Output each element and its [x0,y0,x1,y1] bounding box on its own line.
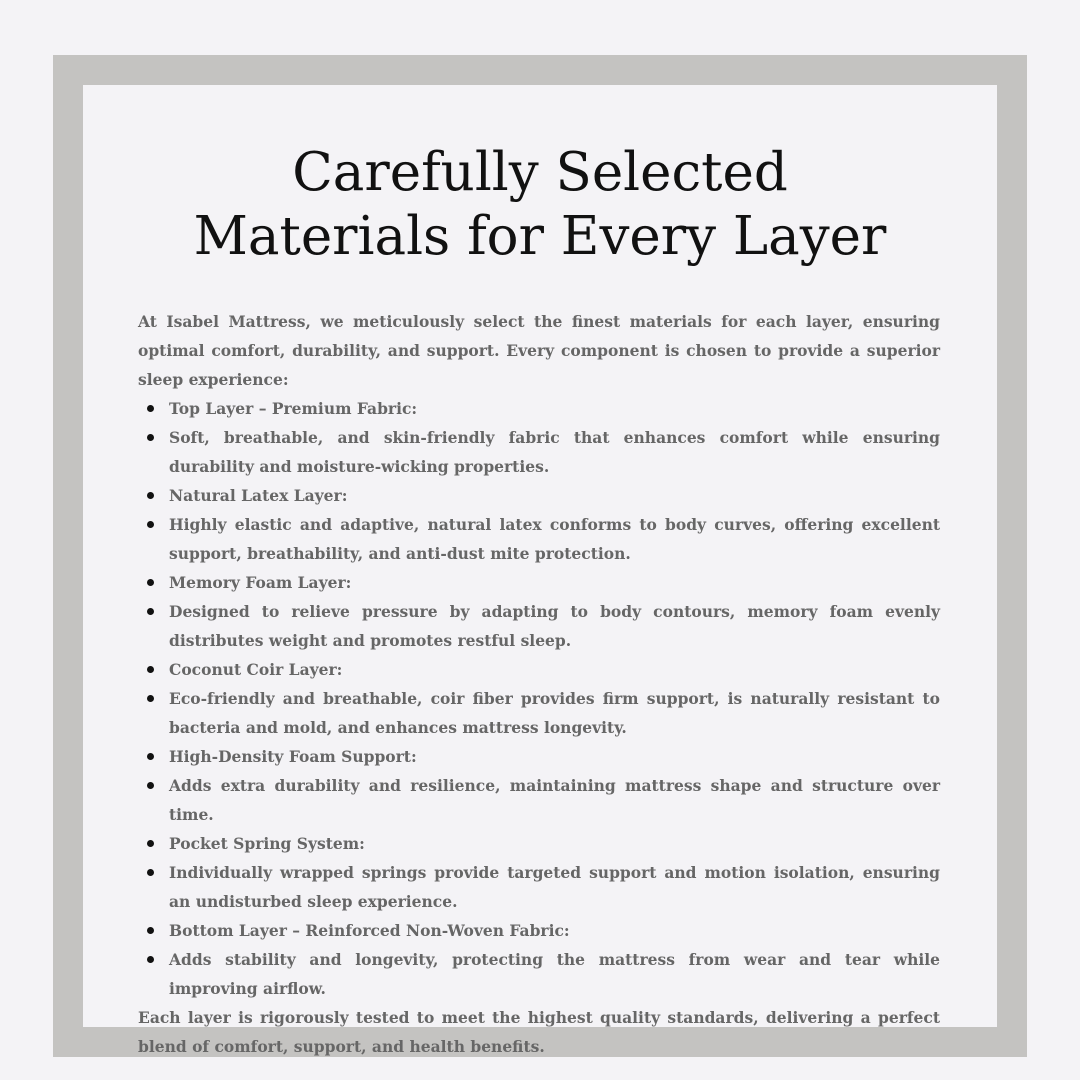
bullet-icon [147,492,154,499]
list-item-text: Top Layer – Premium Fabric: [169,399,418,418]
list-item-text: Adds stability and longevity, protecting the mattress from wear and tear while improving airflow. [169,950,940,998]
list-item [169,423,940,481]
list-item-text: Designed to relieve pressure by adapting to body contours, memory foam evenly distributes weight and promotes restful sleep. [169,602,940,650]
list-item [169,945,940,1003]
list-item [169,510,940,568]
bullet-icon [147,927,154,934]
bullet-icon [147,956,154,963]
page-title [83,141,997,269]
list-item-text: Coconut Coir Layer: [169,660,343,679]
materials-list [138,394,940,1003]
body-text [138,307,940,1061]
list-item [169,481,940,510]
closing-paragraph: Each layer is rigorously tested to meet the highest quality standards, delivering a perfect blend of comfort, support, and health benefits. [138,1008,940,1056]
bullet-icon [147,579,154,586]
title-line-1: Carefully Selected [292,142,788,203]
list-item-text: Memory Foam Layer: [169,573,352,592]
list-item-text: Pocket Spring System: [169,834,365,853]
title-line-2: Materials for Every Layer [193,206,887,267]
list-item-text: Highly elastic and adaptive, natural latex conforms to body curves, offering excellent support, breathability, and anti-dust mite protection. [169,515,940,563]
list-item-text: Soft, breathable, and skin-friendly fabric that enhances comfort while ensuring durability and moisture-wicking properties. [169,428,940,476]
list-item [169,858,940,916]
bullet-icon [147,434,154,441]
list-item-text: Natural Latex Layer: [169,486,348,505]
bullet-icon [147,840,154,847]
list-item-text: Adds extra durability and resilience, maintaining mattress shape and structure over time. [169,776,940,824]
list-item [169,655,940,684]
list-item [169,597,940,655]
list-item-text: Bottom Layer – Reinforced Non-Woven Fabric: [169,921,570,940]
bullet-icon [147,782,154,789]
list-item [169,742,940,771]
list-item [169,829,940,858]
list-item [169,568,940,597]
list-item-text: Individually wrapped springs provide targeted support and motion isolation, ensuring an undisturbed sleep experience. [169,863,940,911]
bullet-icon [147,608,154,615]
list-item [169,684,940,742]
list-item-text: Eco-friendly and breathable, coir fiber provides firm support, is naturally resistant to bacteria and mold, and enhances mattress longevity. [169,689,940,737]
content-panel [83,85,997,1056]
bullet-icon [147,521,154,528]
outer-frame [53,55,1027,1057]
bullet-icon [147,869,154,876]
list-item [169,394,940,423]
bullet-icon [147,753,154,760]
list-item [169,916,940,945]
list-item-text: High-Density Foam Support: [169,747,417,766]
bullet-icon [147,666,154,673]
list-item [169,771,940,829]
bullet-icon [147,695,154,702]
bullet-icon [147,405,154,412]
intro-paragraph: At Isabel Mattress, we meticulously select the finest materials for each layer, ensuring optimal comfort, durability, and support. Every component is chosen to provide a superior sleep experience: [138,312,940,389]
